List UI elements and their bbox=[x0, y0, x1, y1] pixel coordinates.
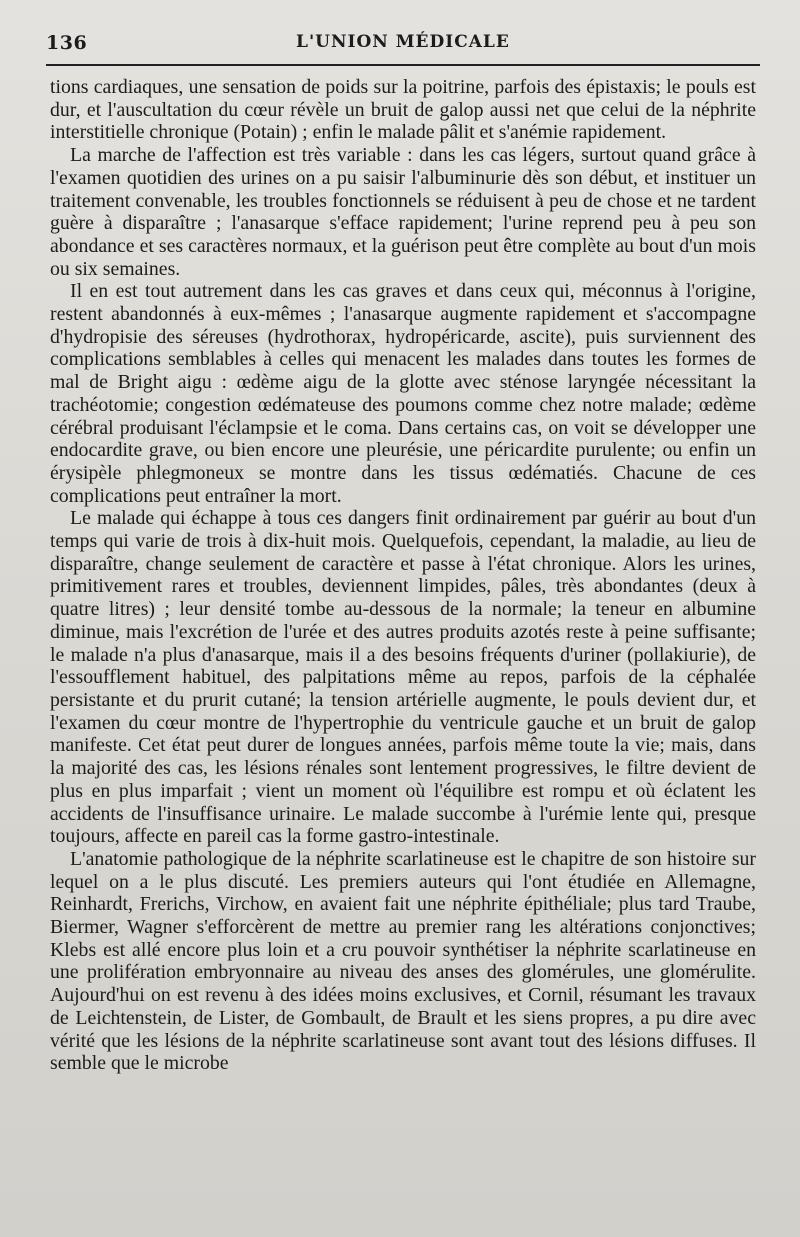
page-header bbox=[46, 30, 760, 60]
paragraph: tions cardiaques, une sensation de poids sur la poitrine, parfois des épistaxis; le pouls est dur, et l'auscultation du cœur révèle un bruit de galop aussi net que celui de la néphrite interstitielle chronique (Potain) ; enfin le malade pâlit et s'anémie rapidement. bbox=[50, 76, 756, 144]
paragraph: La marche de l'affection est très variable : dans les cas légers, surtout quand grâce à l'examen quotidien des urines on a pu saisir l'albuminurie dès son début, et instituer un traitement convenable, les troubles fonctionnels se réduisent à peu de chose et ne tardent guère à disparaître ; l'anasarque s'efface rapidement; l'urine reprend peu à peu son abondance et ses caractères normaux, et la guérison peut être complète au bout d'un mois ou six semaines. bbox=[50, 144, 756, 280]
paragraph: Il en est tout autrement dans les cas graves et dans ceux qui, méconnus à l'origine, restent abandonnés à eux-mêmes ; l'anasarque augmente rapidement et s'accompagne d'hydropisie des séreuses (hydrothorax, hydropéricarde, ascite), puis surviennent des complications semblables à celles qui menacent les malades dans toutes les formes de mal de Bright aigu : œdème aigu de la glotte avec sténose laryngée nécessitant la trachéotomie; congestion œdémateuse des poumons comme chez notre malade; œdème cérébral produisant l'éclampsie et le coma. Dans certains cas, on voit se développer une endocardite grave, ou bien encore une pleurésie, une péricardite purulente; ou enfin un érysipèle phlegmoneux se montre dans les tissus œdématiés. Chacune de ces complications peut entraîner la mort. bbox=[50, 280, 756, 507]
body-text bbox=[50, 76, 756, 1075]
paragraph: Le malade qui échappe à tous ces dangers finit ordinairement par guérir au bout d'un temps qui varie de trois à dix-huit mois. Quelquefois, cependant, la maladie, au lieu de disparaître, change seulement de caractère et passe à l'état chronique. Alors les urines, primitivement rares et troubles, deviennent limpides, pâles, très abondantes (deux à quatre litres) ; leur densité tombe au-dessous de la normale; la teneur en albumine diminue, mais l'excrétion de l'urée et des autres produits azotés reste à peine suffisante; le malade n'a plus d'anasarque, mais il a des besoins fréquents d'uriner (pollakiurie), de l'essoufflement habituel, des palpitations même au repos, parfois de la céphalée persistante et du prurit cutané; la tension artérielle augmente, le pouls devient dur, et l'examen du cœur montre de l'hypertrophie du ventricule gauche et un bruit de galop manifeste. Cet état peut durer de longues années, parfois même toute la vie; mais, dans la majorité des cas, les lésions rénales sont lentement progressives, le filtre devient de plus en plus imparfait ; vient un moment où l'équilibre est rompu et où éclatent les accidents de l'insuffisance urinaire. Le malade succombe à l'urémie lente qui, presque toujours, affecte en pareil cas la forme gastro-intestinale. bbox=[50, 507, 756, 848]
header-rule bbox=[46, 64, 760, 66]
paragraph: L'anatomie pathologique de la néphrite scarlatineuse est le chapitre de son histoire sur lequel on a le plus discuté. Les premiers auteurs qui l'ont étudiée en Allemagne, Reinhardt, Frerichs, Virchow, en avaient fait une néphrite épithéliale; plus tard Traube, Biermer, Wagner s'efforcèrent de mettre au premier rang les altérations conjonctives; Klebs est allé encore plus loin et a cru pouvoir synthétiser la néphrite scarlatineuse en une prolifération embryonnaire au niveau des anses des glomérules, une glomérulite. Aujourd'hui on est revenu à des idées moins exclusives, et Cornil, résumant les travaux de Leichtenstein, de Lister, de Gombault, de Brault et les siens propres, a pu dire avec vérité que les lésions de la néphrite scarlatineuse sont avant tout des lésions diffuses. Il semble que le microbe bbox=[50, 847, 756, 1075]
page-number: 136 bbox=[46, 32, 88, 54]
running-title: L'UNION MÉDICALE bbox=[296, 32, 510, 52]
